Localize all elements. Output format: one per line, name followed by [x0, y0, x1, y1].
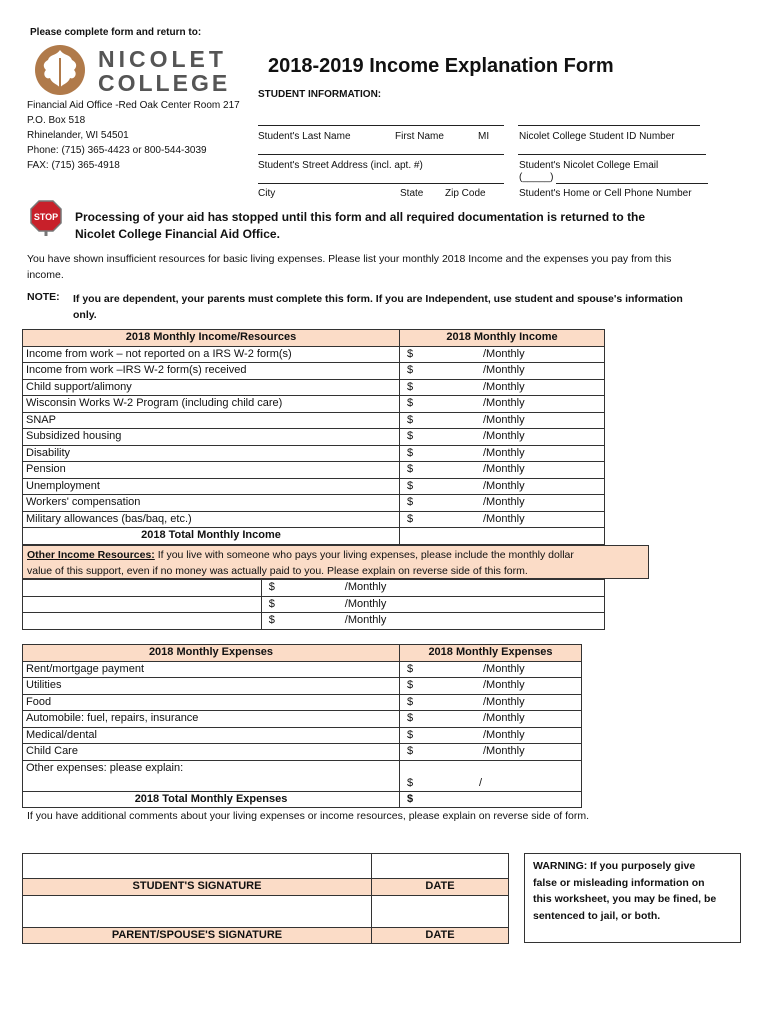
row-label: Child support/alimony: [23, 379, 400, 396]
row-label: Subsidized housing: [23, 429, 400, 446]
zip-label: Zip Code: [445, 188, 486, 199]
table-row: [23, 412, 605, 429]
unit-label: /Monthly: [483, 496, 525, 509]
warning-line: WARNING: If you purposely give: [533, 860, 696, 872]
note-line: only.: [73, 309, 97, 321]
other-income-description[interactable]: [23, 596, 262, 613]
warning-line: sentenced to jail, or both.: [533, 909, 661, 922]
amount-field[interactable]: [400, 495, 605, 512]
table-row: [23, 346, 605, 363]
income-header-right: 2018 Monthly Income: [400, 330, 605, 347]
amount-field[interactable]: [400, 429, 605, 446]
parent-date-field[interactable]: [372, 895, 509, 927]
intro-text: [27, 251, 671, 283]
email-label: Student's Nicolet College Email: [519, 160, 659, 171]
student-signature-label: STUDENT'S SIGNATURE: [23, 879, 372, 896]
street-label: Student's Street Address (incl. apt. #): [258, 160, 423, 171]
amount-field[interactable]: [400, 412, 605, 429]
table-row: [23, 580, 605, 597]
student-id-label: Nicolet College Student ID Number: [519, 131, 675, 142]
row-label: Child Care: [23, 744, 400, 761]
row-label: Utilities: [23, 678, 400, 695]
expenses-header-left: 2018 Monthly Expenses: [23, 645, 400, 662]
dollar-sign: $: [407, 695, 414, 708]
other-income-text: value of this support, even if no money was actually paid to you. Please explain on reverse side of this form.: [27, 565, 528, 577]
unit-label: /Monthly: [483, 512, 525, 525]
row-label: Military allowances (bas/baq, etc.): [23, 511, 400, 528]
table-row: [23, 613, 605, 630]
income-table: [22, 329, 605, 545]
mi-label: MI: [478, 131, 490, 142]
stop-notice: [75, 209, 645, 243]
amount-field[interactable]: [400, 661, 582, 678]
student-date-field[interactable]: [372, 854, 509, 879]
dollar-sign: $: [407, 679, 414, 692]
unit-label: /Monthly: [483, 479, 525, 492]
dollar-sign: $: [407, 728, 414, 741]
other-expenses-amount[interactable]: [400, 760, 582, 791]
unit-label: /Monthly: [483, 712, 525, 725]
dollar-sign: $: [407, 463, 414, 476]
dollar-sign: $: [407, 380, 414, 393]
date-label: DATE: [372, 927, 509, 944]
student-info-heading: STUDENT INFORMATION:: [258, 89, 382, 100]
amount-field[interactable]: [400, 445, 605, 462]
oak-leaf-icon: [30, 44, 92, 96]
row-label: SNAP: [23, 412, 400, 429]
dollar-sign: $: [407, 347, 414, 360]
amount-field[interactable]: [261, 613, 604, 630]
stop-notice-line: Nicolet College Financial Aid Office.: [75, 227, 280, 241]
amount-field[interactable]: [400, 363, 605, 380]
row-label: Disability: [23, 445, 400, 462]
amount-field[interactable]: [400, 711, 582, 728]
income-total-field[interactable]: [400, 528, 605, 545]
amount-field[interactable]: [400, 379, 605, 396]
other-income-label: Other Income Resources:: [27, 549, 155, 561]
warning-line: false or misleading information on: [533, 876, 705, 889]
note-label: NOTE:: [27, 291, 60, 303]
amount-field[interactable]: [400, 346, 605, 363]
city-field[interactable]: [258, 183, 504, 184]
email-field[interactable]: [518, 154, 706, 155]
table-row: [23, 478, 605, 495]
table-row: [23, 678, 582, 695]
state-label: State: [400, 188, 424, 199]
table-row: [23, 596, 605, 613]
address-line: Phone: (715) 365-4423 or 800-544-3039: [27, 145, 207, 156]
unit-label: /Monthly: [483, 364, 525, 377]
row-label: Unemployment: [23, 478, 400, 495]
dollar-sign: $: [407, 662, 414, 675]
other-income-description[interactable]: [23, 580, 262, 597]
other-income-table: [22, 579, 605, 630]
expenses-total-field[interactable]: [400, 791, 582, 808]
table-row: [23, 694, 582, 711]
dollar-sign: $: [407, 776, 414, 789]
college-logo: [30, 44, 240, 96]
dollar-sign: $: [407, 745, 414, 758]
table-row: [23, 744, 582, 761]
amount-field[interactable]: [400, 396, 605, 413]
note-line: If you are dependent, your parents must complete this form. If you are Independent, use student and spouse's information: [73, 293, 683, 305]
row-label: Income from work –IRS W-2 form(s) received: [23, 363, 400, 380]
unit-label: /: [479, 776, 483, 789]
table-row: [23, 363, 605, 380]
dollar-sign: $: [407, 479, 414, 492]
table-row: [23, 445, 605, 462]
other-income-text: If you live with someone who pays your living expenses, please include the monthly dollar: [154, 549, 574, 561]
unit-label: /Monthly: [483, 728, 525, 741]
row-label: Food: [23, 694, 400, 711]
last-name-field[interactable]: [258, 125, 504, 126]
table-row: [23, 495, 605, 512]
unit-label: /Monthly: [483, 347, 525, 360]
row-label: Medical/dental: [23, 727, 400, 744]
amount-field[interactable]: [400, 678, 582, 695]
table-row: [23, 429, 605, 446]
office-address: [27, 98, 240, 173]
logo-line-1: NICOLET: [98, 46, 227, 72]
unit-label: /Monthly: [344, 614, 387, 627]
unit-label: /Monthly: [483, 430, 525, 443]
first-name-label: First Name: [395, 131, 444, 142]
table-row: [23, 396, 605, 413]
warning-box: [524, 853, 741, 943]
amount-field[interactable]: [400, 462, 605, 479]
expenses-total-label: 2018 Total Monthly Expenses: [23, 791, 400, 808]
amount-field[interactable]: [400, 511, 605, 528]
signature-table: [22, 853, 509, 944]
phone-label: Student's Home or Cell Phone Number: [519, 188, 692, 199]
parent-signature-label: PARENT/SPOUSE'S SIGNATURE: [23, 927, 372, 944]
phone-field[interactable]: [556, 183, 708, 184]
dollar-sign: $: [407, 512, 414, 525]
row-label: Workers' compensation: [23, 495, 400, 512]
unit-label: /Monthly: [483, 662, 525, 675]
amount-field[interactable]: [400, 727, 582, 744]
stop-sign-text: STOP: [33, 212, 59, 222]
row-label: Rent/mortgage payment: [23, 661, 400, 678]
unit-label: /Monthly: [483, 446, 525, 459]
table-row: [23, 661, 582, 678]
amount-field[interactable]: [261, 596, 604, 613]
dollar-sign: $: [268, 614, 275, 627]
dollar-sign: $: [407, 496, 414, 509]
last-name-label: Student's Last Name: [258, 131, 351, 142]
table-row: [23, 727, 582, 744]
expenses-table: [22, 644, 582, 808]
address-line: P.O. Box 518: [27, 115, 86, 126]
table-row: [23, 711, 582, 728]
table-row: [23, 379, 605, 396]
comments-note: If you have additional comments about your living expenses or income resources, please explain on reverse side of form.: [27, 810, 590, 822]
form-title: 2018-2019 Income Explanation Form: [268, 55, 614, 77]
unit-label: /Monthly: [483, 463, 525, 476]
row-label: Income from work – not reported on a IRS W-2 form(s): [23, 346, 400, 363]
other-expenses-label: Other expenses: please explain:: [26, 761, 184, 774]
expenses-header-right: 2018 Monthly Expenses: [400, 645, 582, 662]
student-signature-field[interactable]: [23, 854, 372, 879]
stop-notice-line: Processing of your aid has stopped until this form and all required documentation is returned to the: [75, 210, 646, 224]
amount-field[interactable]: [400, 744, 582, 761]
amount-field[interactable]: [400, 694, 582, 711]
date-label: DATE: [372, 879, 509, 896]
dollar-sign: $: [407, 397, 414, 410]
dollar-sign: $: [268, 581, 275, 594]
table-row: [23, 462, 605, 479]
unit-label: /Monthly: [483, 695, 525, 708]
unit-label: /Monthly: [483, 380, 525, 393]
other-expenses-cell[interactable]: [23, 760, 400, 791]
unit-label: /Monthly: [483, 745, 525, 758]
unit-label: /Monthly: [344, 597, 387, 610]
note-text: [73, 291, 683, 323]
dollar-sign: $: [407, 446, 414, 459]
address-line: Rhinelander, WI 54501: [27, 130, 129, 141]
amount-field[interactable]: [261, 580, 604, 597]
intro-line: You have shown insufficient resources for basic living expenses. Please list your monthly 2018 Income and the expenses you pay from this: [27, 253, 672, 265]
intro-line: income.: [27, 269, 64, 281]
dollar-sign: $: [407, 792, 414, 805]
address-line: FAX: (715) 365-4918: [27, 160, 120, 171]
row-label: Wisconsin Works W-2 Program (including child care): [23, 396, 400, 413]
student-id-field[interactable]: [518, 125, 700, 126]
unit-label: /Monthly: [483, 397, 525, 410]
table-row: [23, 511, 605, 528]
unit-label: /Monthly: [483, 413, 525, 426]
other-income-description[interactable]: [23, 613, 262, 630]
street-field[interactable]: [258, 154, 504, 155]
warning-line: this worksheet, you may be fined, be: [533, 893, 717, 905]
amount-field[interactable]: [400, 478, 605, 495]
unit-label: /Monthly: [344, 581, 387, 594]
other-income-box: [22, 545, 649, 579]
phone-area-code: (_____): [519, 172, 554, 183]
return-instruction: Please complete form and return to:: [30, 27, 202, 38]
stop-sign-icon: [30, 200, 62, 239]
unit-label: /Monthly: [483, 679, 525, 692]
dollar-sign: $: [407, 413, 414, 426]
dollar-sign: $: [407, 364, 414, 377]
address-line: Financial Aid Office -Red Oak Center Room 217: [27, 100, 240, 111]
row-label: Pension: [23, 462, 400, 479]
logo-line-2: COLLEGE: [98, 70, 231, 96]
income-total-label: 2018 Total Monthly Income: [23, 528, 400, 545]
dollar-sign: $: [268, 597, 275, 610]
row-label: Automobile: fuel, repairs, insurance: [23, 711, 400, 728]
income-header-left: 2018 Monthly Income/Resources: [23, 330, 400, 347]
dollar-sign: $: [407, 712, 414, 725]
city-label: City: [258, 188, 276, 199]
parent-signature-field[interactable]: [23, 895, 372, 927]
dollar-sign: $: [407, 430, 414, 443]
